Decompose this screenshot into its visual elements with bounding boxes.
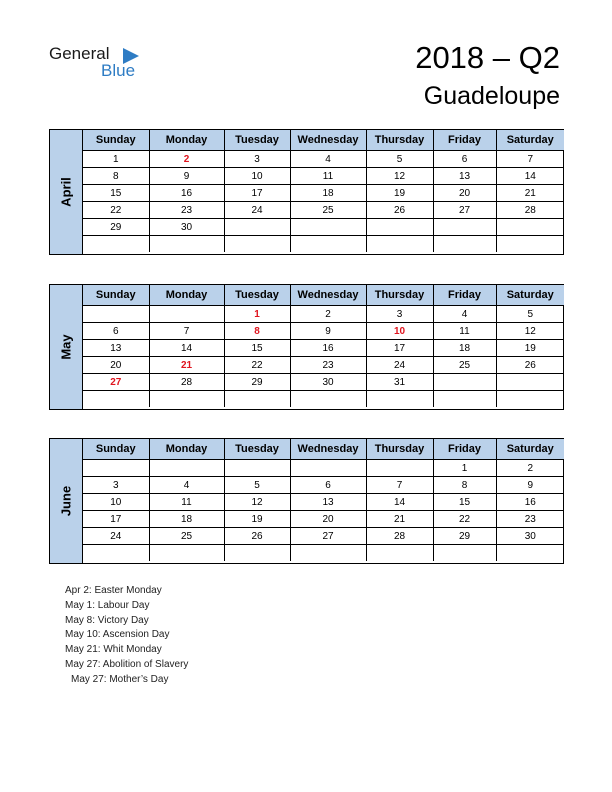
day-cell: 16 [496,494,564,511]
day-cell: 30 [149,219,224,236]
day-cell: 5 [496,306,564,323]
day-cell: 6 [83,323,149,340]
day-cell: 1 [433,460,496,477]
week-row [83,185,564,202]
day-cell: 26 [366,202,433,219]
holiday-note: May 10: Ascension Day [65,629,170,641]
day-cell: 27 [83,374,149,391]
weekday-header: Saturday [496,130,564,151]
weekday-header: Friday [433,130,496,151]
day-cell [290,545,366,562]
day-cell: 29 [433,528,496,545]
day-cell: 7 [149,323,224,340]
month-label [50,439,83,563]
month-label [50,130,83,254]
day-cell [496,236,564,253]
weekday-header: Sunday [83,285,149,306]
day-cell: 31 [366,374,433,391]
day-cell [149,391,224,408]
day-cell: 9 [149,168,224,185]
day-cell: 30 [496,528,564,545]
day-cell [366,219,433,236]
day-cell: 6 [290,477,366,494]
month-name: June [58,485,74,517]
day-cell: 28 [366,528,433,545]
holiday-notes [65,584,188,688]
week-row [83,460,564,477]
day-cell [290,219,366,236]
day-cell: 25 [149,528,224,545]
day-cell [149,236,224,253]
week-row [83,477,564,494]
day-cell [433,236,496,253]
holiday-note: May 8: Victory Day [65,614,149,626]
day-cell: 10 [366,323,433,340]
day-cell [366,236,433,253]
day-cell: 19 [366,185,433,202]
weekday-header: Friday [433,285,496,306]
day-cell [149,306,224,323]
day-cell [433,374,496,391]
day-cell: 19 [496,340,564,357]
weekday-header: Wednesday [290,439,366,460]
weekday-header: Monday [149,130,224,151]
week-row [83,219,564,236]
brand-logo [49,44,159,84]
day-cell: 18 [433,340,496,357]
day-cell: 17 [83,511,149,528]
week-row [83,494,564,511]
day-cell: 26 [496,357,564,374]
weekday-header: Wednesday [290,130,366,151]
day-cell: 13 [433,168,496,185]
day-cell [149,545,224,562]
month-calendar-april [49,129,564,255]
day-cell: 28 [496,202,564,219]
day-cell: 29 [83,219,149,236]
day-cell [366,460,433,477]
weekday-header: Monday [149,285,224,306]
day-cell [224,236,290,253]
day-cell: 27 [290,528,366,545]
day-cell: 25 [433,357,496,374]
week-row [83,374,564,391]
day-cell: 3 [83,477,149,494]
day-cell: 19 [224,511,290,528]
week-row [83,357,564,374]
weekday-header: Friday [433,439,496,460]
day-cell: 24 [224,202,290,219]
day-cell: 17 [366,340,433,357]
day-cell [83,391,149,408]
week-row [83,236,564,253]
day-cell [496,219,564,236]
weekday-header: Thursday [366,130,433,151]
month-name: May [58,334,74,360]
day-cell [496,374,564,391]
day-cell: 5 [224,477,290,494]
day-cell: 12 [366,168,433,185]
day-cell [224,545,290,562]
month-calendar-may [49,284,564,410]
day-cell: 22 [83,202,149,219]
day-cell: 5 [366,151,433,168]
holiday-note: May 27: Abolition of Slavery [65,658,189,670]
day-cell [224,391,290,408]
day-cell: 2 [290,306,366,323]
day-cell: 16 [149,185,224,202]
holiday-note: May 21: Whit Monday [65,644,162,656]
day-cell: 25 [290,202,366,219]
country-name: Guadeloupe [423,82,560,110]
logo-text-blue: Blue [101,61,136,80]
day-cell: 23 [496,511,564,528]
holiday-note: May 27: Mother’s Day [71,673,169,685]
day-cell: 29 [224,374,290,391]
day-cell: 4 [433,306,496,323]
day-cell [433,219,496,236]
weekday-header: Thursday [366,439,433,460]
day-cell: 8 [224,323,290,340]
weekday-header: Tuesday [224,439,290,460]
weekday-header: Monday [149,439,224,460]
day-cell [366,545,433,562]
month-grid [83,439,564,561]
month-name: April [58,177,74,207]
day-cell: 22 [433,511,496,528]
month-grid [83,130,564,252]
day-cell: 30 [290,374,366,391]
day-cell: 23 [149,202,224,219]
weekday-header: Tuesday [224,130,290,151]
day-cell [83,460,149,477]
day-cell: 23 [290,357,366,374]
weekday-header: Wednesday [290,285,366,306]
month-grid [83,285,564,407]
week-row [83,202,564,219]
day-cell: 3 [224,151,290,168]
week-row [83,528,564,545]
day-cell: 1 [83,151,149,168]
day-cell [83,236,149,253]
day-cell: 14 [149,340,224,357]
day-cell [290,236,366,253]
day-cell: 24 [83,528,149,545]
day-cell: 6 [433,151,496,168]
day-cell [496,391,564,408]
day-cell: 15 [224,340,290,357]
weekday-header: Sunday [83,130,149,151]
day-cell: 21 [496,185,564,202]
week-row [83,151,564,168]
day-cell: 4 [290,151,366,168]
day-cell: 15 [433,494,496,511]
day-cell: 11 [290,168,366,185]
day-cell: 9 [290,323,366,340]
day-cell: 21 [366,511,433,528]
day-cell: 12 [224,494,290,511]
day-cell: 16 [290,340,366,357]
day-cell: 11 [433,323,496,340]
day-cell [224,219,290,236]
day-cell: 26 [224,528,290,545]
week-row [83,306,564,323]
day-cell: 21 [149,357,224,374]
day-cell: 18 [149,511,224,528]
day-cell [290,391,366,408]
day-cell [496,545,564,562]
day-cell: 8 [83,168,149,185]
day-cell: 17 [224,185,290,202]
month-calendar-june [49,438,564,564]
day-cell: 20 [83,357,149,374]
week-row [83,545,564,562]
week-row [83,511,564,528]
week-row [83,340,564,357]
week-row [83,391,564,408]
day-cell: 13 [83,340,149,357]
day-cell: 7 [496,151,564,168]
day-cell [224,460,290,477]
day-cell [83,306,149,323]
day-cell: 2 [496,460,564,477]
day-cell: 8 [433,477,496,494]
day-cell: 15 [83,185,149,202]
weekday-header: Thursday [366,285,433,306]
weekday-header: Saturday [496,439,564,460]
day-cell: 1 [224,306,290,323]
logo-text-general: General [49,44,110,63]
holiday-note: Apr 2: Easter Monday [65,585,162,596]
month-label [50,285,83,409]
weekday-header: Sunday [83,439,149,460]
day-cell: 4 [149,477,224,494]
day-cell [290,460,366,477]
day-cell: 7 [366,477,433,494]
day-cell: 14 [496,168,564,185]
page-title: 2018 – Q2 [415,40,560,75]
week-row [83,168,564,185]
weekday-header: Tuesday [224,285,290,306]
day-cell: 13 [290,494,366,511]
day-cell: 28 [149,374,224,391]
day-cell [83,545,149,562]
day-cell: 9 [496,477,564,494]
day-cell: 3 [366,306,433,323]
day-cell [433,545,496,562]
day-cell: 12 [496,323,564,340]
day-cell: 2 [149,151,224,168]
day-cell: 11 [149,494,224,511]
holiday-note: May 1: Labour Day [65,599,150,611]
day-cell [149,460,224,477]
week-row [83,323,564,340]
day-cell: 18 [290,185,366,202]
weekday-header: Saturday [496,285,564,306]
day-cell [433,391,496,408]
day-cell: 24 [366,357,433,374]
day-cell: 10 [83,494,149,511]
day-cell: 20 [290,511,366,528]
day-cell: 10 [224,168,290,185]
day-cell: 14 [366,494,433,511]
day-cell: 27 [433,202,496,219]
day-cell [366,391,433,408]
day-cell: 22 [224,357,290,374]
day-cell: 20 [433,185,496,202]
